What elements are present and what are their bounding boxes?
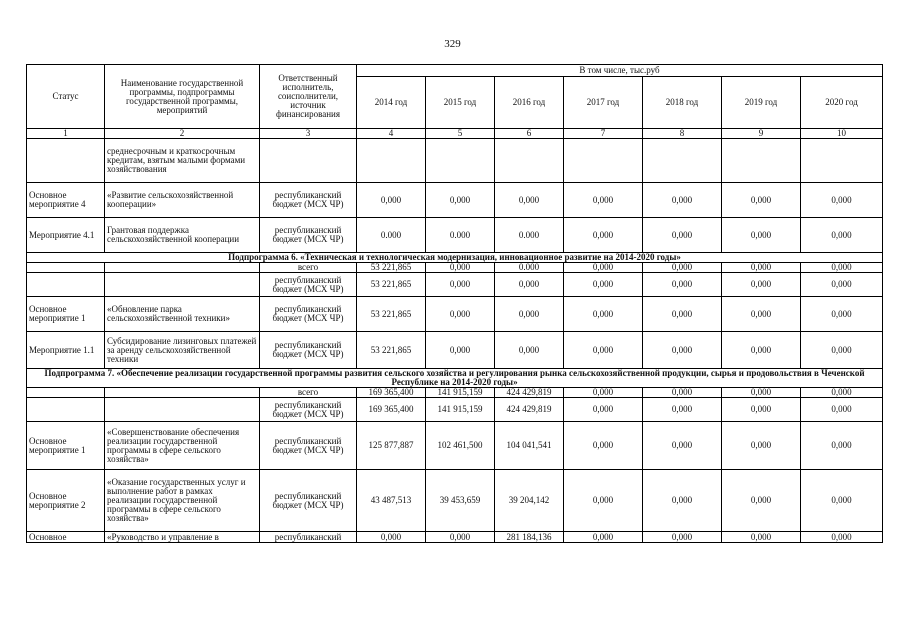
value-cell: 0,000 — [643, 297, 722, 332]
name-cell: «Совершенствование обеспечения реализации государственной программы в сфере сельского хозяйства» — [105, 422, 260, 470]
value-cell: 0,000 — [495, 297, 564, 332]
value-cell: 0,000 — [801, 183, 883, 218]
header-index-cell: 9 — [722, 129, 801, 139]
header-index-cell: 7 — [564, 129, 643, 139]
value-cell: 0,000 — [722, 273, 801, 297]
value-cell: 0,000 — [643, 218, 722, 253]
header-total: В том числе, тыс.руб — [357, 65, 883, 77]
value-cell: 0,000 — [426, 297, 495, 332]
value-cell: 43 487,513 — [357, 470, 426, 532]
value-cell: 141 915,159 — [426, 398, 495, 422]
value-cell: 0,000 — [643, 470, 722, 532]
subprogram-row — [27, 369, 883, 388]
value-cell: 0,000 — [426, 263, 495, 273]
value-cell — [564, 139, 643, 183]
value-cell — [722, 139, 801, 183]
value-cell: 0,000 — [564, 297, 643, 332]
value-cell: 0,000 — [801, 273, 883, 297]
header-index-cell: 8 — [643, 129, 722, 139]
value-cell: 0,000 — [564, 388, 643, 398]
source-cell: республиканский бюджет (МСХ ЧР) — [260, 218, 357, 253]
value-cell: 0,000 — [357, 532, 426, 543]
value-cell: 0,000 — [564, 273, 643, 297]
header-index-cell: 10 — [801, 129, 883, 139]
table-row — [27, 218, 883, 253]
value-cell: 0,000 — [722, 470, 801, 532]
name-cell — [105, 398, 260, 422]
table-row — [27, 422, 883, 470]
name-cell — [105, 388, 260, 398]
value-cell: 53 221,865 — [357, 332, 426, 369]
header-year: 2014 год — [357, 77, 426, 129]
source-cell: республиканский бюджет (МСХ ЧР) — [260, 297, 357, 332]
value-cell: 0,000 — [643, 532, 722, 543]
name-cell: Субсидирование лизинговых платежей за аренду сельскохозяйственной техники — [105, 332, 260, 369]
value-cell: 0,000 — [801, 398, 883, 422]
value-cell: 0,000 — [357, 183, 426, 218]
value-cell: 0,000 — [426, 532, 495, 543]
value-cell: 0,000 — [564, 332, 643, 369]
value-cell: 0,000 — [801, 218, 883, 253]
status-cell — [27, 139, 105, 183]
status-cell: Мероприятие 1.1 — [27, 332, 105, 369]
table-header — [27, 65, 883, 139]
source-cell: республиканский бюджет (МСХ ЧР) — [260, 398, 357, 422]
value-cell: 0,000 — [643, 183, 722, 218]
value-cell: 0,000 — [643, 398, 722, 422]
value-cell: 53 221,865 — [357, 263, 426, 273]
source-cell: республиканский бюджет (МСХ ЧР) — [260, 183, 357, 218]
value-cell: 0,000 — [722, 263, 801, 273]
table-row — [27, 273, 883, 297]
value-cell: 0,000 — [495, 183, 564, 218]
header-year: 2017 год — [564, 77, 643, 129]
header-name: Наименование государственной программы, подпрограммы государственной программы, мероприятий — [105, 65, 260, 129]
value-cell: 0,000 — [722, 218, 801, 253]
value-cell: 0,000 — [564, 422, 643, 470]
value-cell: 0,000 — [722, 388, 801, 398]
value-cell: 0.000 — [495, 218, 564, 253]
header-index-cell: 4 — [357, 129, 426, 139]
header-index — [27, 129, 883, 139]
value-cell — [643, 139, 722, 183]
value-cell: 0,000 — [426, 332, 495, 369]
value-cell: 0,000 — [643, 388, 722, 398]
status-cell: Основное мероприятие 1 — [27, 297, 105, 332]
table-row — [27, 263, 883, 273]
table-row — [27, 388, 883, 398]
value-cell: 169 365,400 — [357, 388, 426, 398]
value-cell: 0,000 — [801, 422, 883, 470]
name-cell: «Руководство и управление в — [105, 532, 260, 543]
subprogram-title: Подпрограмма 6. «Техническая и технологическая модернизация, инновационное развитие на 2014-2020 годы» — [27, 253, 883, 263]
value-cell: 0,000 — [801, 388, 883, 398]
header-index-cell: 5 — [426, 129, 495, 139]
name-cell — [105, 273, 260, 297]
value-cell: 424 429,819 — [495, 388, 564, 398]
header-year: 2020 год — [801, 77, 883, 129]
value-cell: 0,000 — [722, 332, 801, 369]
status-cell: Основное — [27, 532, 105, 543]
value-cell: 102 461,500 — [426, 422, 495, 470]
status-cell: Основное мероприятие 1 — [27, 422, 105, 470]
value-cell: 0,000 — [722, 422, 801, 470]
value-cell: 39 453,659 — [426, 470, 495, 532]
value-cell — [426, 139, 495, 183]
value-cell — [495, 139, 564, 183]
value-cell: 0,000 — [564, 398, 643, 422]
value-cell: 0,000 — [722, 183, 801, 218]
value-cell: 169 365,400 — [357, 398, 426, 422]
table-row — [27, 398, 883, 422]
value-cell: 39 204,142 — [495, 470, 564, 532]
value-cell: 0,000 — [801, 532, 883, 543]
value-cell: 141 915,159 — [426, 388, 495, 398]
value-cell: 0,000 — [495, 273, 564, 297]
value-cell: 0.000 — [495, 263, 564, 273]
value-cell: 0,000 — [564, 532, 643, 543]
table-body — [27, 139, 883, 543]
value-cell: 0,000 — [564, 218, 643, 253]
value-cell: 0,000 — [426, 183, 495, 218]
name-cell: «Оказание государственных услуг и выполнение работ в рамках реализации государственной программы в сфере сельского хозяйства» — [105, 470, 260, 532]
subprogram-title: Подпрограмма 7. «Обеспечение реализации государственной программы развития сельского хозяйства и регулирования рынка сельскохозяйственной продукции, сырья и продовольствия в Чеченской Республике на 2014-2020 годы» — [27, 369, 883, 388]
name-cell: «Развитие сельскохозяйственной кооперации» — [105, 183, 260, 218]
table-row — [27, 139, 883, 183]
value-cell — [357, 139, 426, 183]
name-cell: Грантовая поддержка сельскохозяйственной кооперации — [105, 218, 260, 253]
value-cell: 424 429,819 — [495, 398, 564, 422]
value-cell: 0,000 — [564, 183, 643, 218]
name-cell: среднесрочным и краткосрочным кредитам, взятым малыми формами хозяйствования — [105, 139, 260, 183]
header-year: 2019 год — [722, 77, 801, 129]
value-cell: 0,000 — [801, 263, 883, 273]
header-year: 2016 год — [495, 77, 564, 129]
value-cell: 0,000 — [426, 273, 495, 297]
table-row — [27, 297, 883, 332]
page-number: 329 — [444, 38, 461, 50]
value-cell: 0,000 — [495, 332, 564, 369]
value-cell: 0,000 — [801, 297, 883, 332]
header-index-cell: 6 — [495, 129, 564, 139]
value-cell: 0.000 — [426, 218, 495, 253]
value-cell — [801, 139, 883, 183]
header-index-cell: 1 — [27, 129, 105, 139]
value-cell: 0,000 — [643, 332, 722, 369]
value-cell: 125 877,887 — [357, 422, 426, 470]
status-cell — [27, 273, 105, 297]
value-cell: 0,000 — [564, 263, 643, 273]
header-index-cell: 2 — [105, 129, 260, 139]
value-cell: 53 221,865 — [357, 297, 426, 332]
status-cell — [27, 263, 105, 273]
subprogram-row — [27, 253, 883, 263]
table-row — [27, 183, 883, 218]
source-cell: всего — [260, 263, 357, 273]
table-row — [27, 532, 883, 543]
source-cell: всего — [260, 388, 357, 398]
value-cell: 53 221,865 — [357, 273, 426, 297]
value-cell: 0,000 — [564, 470, 643, 532]
source-cell: республиканский — [260, 532, 357, 543]
value-cell: 104 041,541 — [495, 422, 564, 470]
value-cell: 0,000 — [801, 470, 883, 532]
value-cell: 0,000 — [722, 297, 801, 332]
value-cell: 0,000 — [643, 273, 722, 297]
value-cell: 281 184,136 — [495, 532, 564, 543]
name-cell — [105, 263, 260, 273]
status-cell: Мероприятие 4.1 — [27, 218, 105, 253]
status-cell: Основное мероприятие 2 — [27, 470, 105, 532]
status-cell — [27, 398, 105, 422]
table-row — [27, 332, 883, 369]
value-cell: 0,000 — [722, 398, 801, 422]
header-year: 2015 год — [426, 77, 495, 129]
budget-table — [26, 64, 883, 543]
header-responsible: Ответственный исполнитель, соисполнители, источник финансирования — [260, 65, 357, 129]
value-cell: 0,000 — [722, 532, 801, 543]
status-cell: Основное мероприятие 4 — [27, 183, 105, 218]
status-cell — [27, 388, 105, 398]
source-cell: республиканский бюджет (МСХ ЧР) — [260, 422, 357, 470]
name-cell: «Обновление парка сельскохозяйственной техники» — [105, 297, 260, 332]
source-cell: республиканский бюджет (МСХ ЧР) — [260, 273, 357, 297]
value-cell: 0.000 — [357, 218, 426, 253]
table-row — [27, 470, 883, 532]
value-cell: 0,000 — [643, 422, 722, 470]
header-status: Статус — [27, 65, 105, 129]
source-cell: республиканский бюджет (МСХ ЧР) — [260, 332, 357, 369]
source-cell — [260, 139, 357, 183]
value-cell: 0,000 — [643, 263, 722, 273]
header-year: 2018 год — [643, 77, 722, 129]
header-index-cell: 3 — [260, 129, 357, 139]
value-cell: 0,000 — [801, 332, 883, 369]
source-cell: республиканский бюджет (МСХ ЧР) — [260, 470, 357, 532]
